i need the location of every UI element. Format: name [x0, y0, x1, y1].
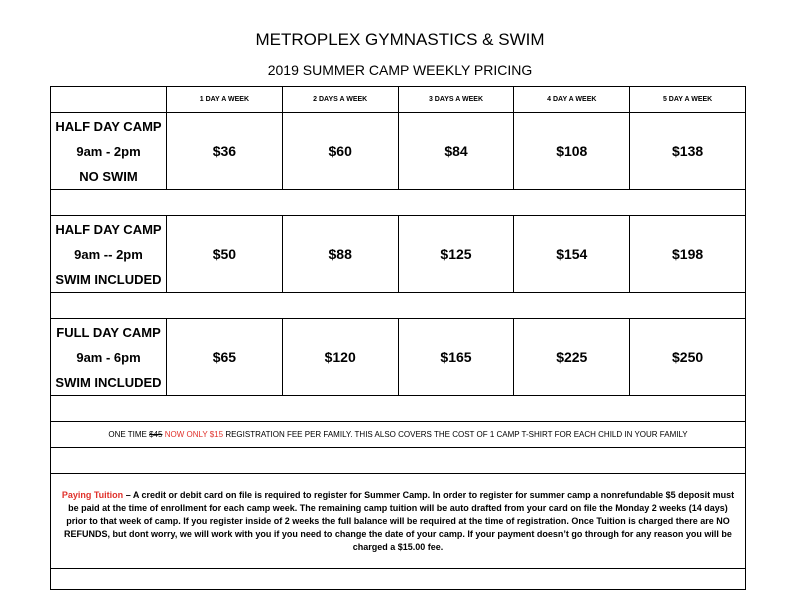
price-cell: $138	[630, 113, 746, 190]
price-cell: $198	[630, 216, 746, 293]
spacer-row	[51, 569, 746, 590]
price-cell: $60	[282, 113, 398, 190]
table-row	[51, 216, 746, 293]
col-header: 2 DAYS A WEEK	[282, 87, 398, 113]
price-cell: $108	[514, 113, 630, 190]
price-cell: $120	[282, 319, 398, 396]
promo-fee: NOW ONLY $15	[162, 430, 224, 439]
camp-note: SWIM INCLUDED	[55, 271, 162, 287]
camp-hours: 9am - 6pm	[76, 349, 141, 365]
tuition-policy-row	[51, 474, 746, 569]
price-cell: $125	[398, 216, 514, 293]
spacer-row	[51, 448, 746, 474]
tuition-policy	[51, 474, 746, 569]
spacer-row	[51, 190, 746, 216]
pricing-table	[50, 86, 746, 590]
col-header: 3 DAYS A WEEK	[398, 87, 514, 113]
price-cell: $36	[167, 113, 283, 190]
camp-note: NO SWIM	[79, 168, 138, 184]
camp-note: SWIM INCLUDED	[55, 374, 162, 390]
camp-hours: 9am -- 2pm	[74, 246, 143, 262]
camp-label	[51, 113, 167, 190]
camp-name: HALF DAY CAMP	[55, 118, 162, 134]
tuition-body: – A credit or debit card on file is required to register for Summer Camp. In order to register for summer camp a nonrefundable $5 deposit must be paid at the time of enrollment for each camp week. The remaining camp tuition will be auto drafted from your card on file the Monday 2 weeks (14 days) prior to that week of camp. If you register inside of 2 weeks the full balance will be required at the time of registration. Once Tuition is charged there are NO REFUNDS, but dont worry, we will work with you if you need to change the date of your camp. If your payment doesn’t go through for any reason you will be charged a $15.00 fee.	[64, 489, 735, 552]
table-header-row	[51, 87, 746, 113]
tuition-heading: Paying Tuition	[61, 489, 124, 500]
price-cell: $225	[514, 319, 630, 396]
camp-hours: 9am - 2pm	[76, 143, 141, 159]
spacer-row	[51, 396, 746, 422]
price-cell: $84	[398, 113, 514, 190]
camp-label	[51, 216, 167, 293]
registration-fee-note	[51, 422, 746, 448]
col-header: 5 DAY A WEEK	[630, 87, 746, 113]
fee-suffix: REGISTRATION FEE PER FAMILY. THIS ALSO COVERS THE COST OF 1 CAMP T-SHIRT FOR EACH CHILD IN YOUR FAMILY	[223, 430, 688, 439]
price-cell: $65	[167, 319, 283, 396]
price-cell: $50	[167, 216, 283, 293]
camp-label	[51, 319, 167, 396]
price-cell: $165	[398, 319, 514, 396]
price-cell: $88	[282, 216, 398, 293]
price-cell: $250	[630, 319, 746, 396]
old-fee: $45	[149, 430, 163, 439]
fee-prefix: ONE TIME	[108, 430, 150, 439]
col-header: 1 DAY A WEEK	[167, 87, 283, 113]
page-subtitle: 2019 SUMMER CAMP WEEKLY PRICING	[267, 62, 533, 78]
header-blank-cell	[51, 87, 167, 113]
page-title: METROPLEX GYMNASTICS & SWIM	[255, 30, 545, 49]
col-header: 4 DAY A WEEK	[514, 87, 630, 113]
price-cell: $154	[514, 216, 630, 293]
camp-name: HALF DAY CAMP	[55, 221, 162, 237]
camp-name: FULL DAY CAMP	[56, 324, 161, 340]
registration-fee-row	[51, 422, 746, 448]
spacer-row	[51, 293, 746, 319]
table-row	[51, 113, 746, 190]
table-row	[51, 319, 746, 396]
